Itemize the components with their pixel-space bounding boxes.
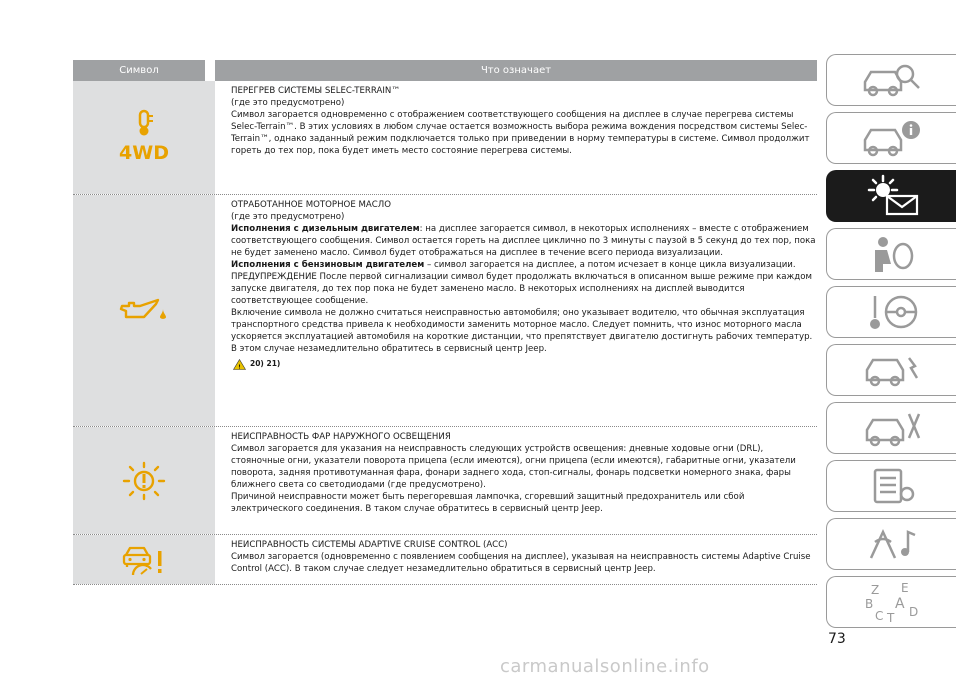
header-symbol: Символ [73, 60, 215, 81]
tab-dashboard-info[interactable] [826, 112, 956, 164]
petrol-paragraph [231, 259, 817, 271]
index-letter-e: E [900, 581, 909, 595]
row-subtitle: (где это предусмотрено) [231, 212, 345, 222]
symbol-cell [73, 81, 215, 194]
diesel-text: : на дисплее загорается символ, в некоторых исполнениях – вместе с отображением соответствующего сообщения. Символ остается гореть на дисплее циклично по 3 минуты с паузой в 5 секунд до тех пор, пока не будет заменено масло. Символ будет отображаться на дисплее в течение всего периода визуализации. [231, 224, 816, 258]
watermark: carmanualsonline.info [500, 656, 710, 677]
table-row [73, 535, 817, 585]
meaning-cell [225, 427, 817, 534]
exterior-light-fault-icon [121, 461, 167, 501]
tab-multimedia[interactable] [826, 518, 956, 570]
row-title: НЕИСПРАВНОСТЬ ФАР НАРУЖНОГО ОСВЕЩЕНИЯ [231, 432, 451, 442]
index-letter-c: C [874, 609, 883, 623]
tab-starting-driving[interactable] [826, 286, 956, 338]
warning-paragraph: ПРЕДУПРЕЖДЕНИЕ После первой сигнализации символ будет продолжать включаться в описанном выше режиме при каждом запуске двигателя, до тех пор пока не будет заменено масло. В некоторых исполнениях на дисплей выводится соответствующее сообщение. [231, 272, 812, 306]
row-title: НЕИСПРАВНОСТЬ СИСТЕМЫ ADAPTIVE CRUISE CONTROL (ACC) [231, 540, 508, 550]
acc-fault-icon [121, 543, 167, 577]
multimedia-icon [857, 524, 927, 564]
petrol-text: – символ загорается на дисплее, а потом исчезает в конце цикла визуализации. [424, 260, 796, 270]
table-row [73, 81, 817, 195]
row-cause: Причиной неисправности может быть перегоревшая лампочка, сгоревший защитный предохранитель или сбой электрического соединения. В таком случае обратитесь в сервисный центр Jeep. [231, 492, 745, 514]
symbol-cell [73, 427, 215, 534]
car-magnifier-icon [857, 60, 927, 100]
index-letter-t: T [886, 611, 894, 624]
tab-knowing-vehicle[interactable] [826, 54, 956, 106]
tab-emergency[interactable] [826, 344, 956, 396]
page-number: 73 [828, 631, 846, 647]
warning-light-message-icon [857, 174, 927, 218]
tab-safety[interactable] [826, 228, 956, 280]
airbag-passenger-icon [857, 234, 927, 274]
alphabetical-index-icon [857, 580, 927, 624]
header-meaning: Что означает [480, 65, 552, 76]
index-letter-b: B [864, 597, 873, 611]
meaning-cell [225, 535, 817, 584]
car-info-icon [857, 118, 927, 158]
tab-technical-data[interactable] [826, 460, 956, 512]
index-letter-d: D [908, 605, 918, 619]
index-letter-z: Z [870, 583, 879, 597]
diesel-paragraph [231, 223, 817, 259]
4wd-temp-icon [109, 107, 179, 169]
car-crash-icon [857, 350, 927, 390]
symbol-cell [73, 535, 215, 584]
car-tools-icon [857, 408, 927, 448]
meaning-cell [225, 195, 817, 426]
symbol-cell [73, 195, 215, 426]
warning-light-table [73, 60, 817, 585]
4wd-label: 4WD [119, 141, 169, 164]
table-header [73, 60, 817, 81]
row-description: Символ загорается одновременно с отображением соответствующего сообщения на дисплее в случае перегрева системы Selec-Terrain™. В этих условиях в любом случае остается возможность выбора режима вождения посредством системы Selec-Terrain™, однако заданный режим подключается только при приведении в норму температуры в системе. Символ продолжит гореть до тех пор, пока будет иметь место состояние перегрева системы. [231, 110, 810, 156]
meaning-cell [225, 81, 817, 194]
diesel-label: Исполнения с дизельным двигателем [231, 224, 420, 234]
row-title: ПЕРЕГРЕВ СИСТЕМЫ SELEC-TERRAIN™ [231, 86, 400, 96]
row-title: ОТРАБОТАННОЕ МОТОРНОЕ МАСЛО [231, 200, 391, 210]
index-letter-a: A [894, 596, 905, 612]
chapter-tabs [826, 54, 956, 634]
table-row [73, 427, 817, 535]
tab-warning-lights[interactable] [826, 170, 956, 222]
tab-index[interactable] [826, 576, 956, 628]
petrol-label: Исполнения с бензиновым двигателем [231, 260, 425, 270]
warning-triangle-icon [233, 359, 246, 370]
warning-reference [233, 358, 817, 370]
svg-text:!: ! [238, 364, 241, 370]
tab-maintenance[interactable] [826, 402, 956, 454]
reference-numbers: 20) 21) [250, 359, 281, 368]
note-paragraph: Включение символа не должно считаться неисправностью автомобиля; оно указывает водителю, что обычная эксплуатация транспортного средства привела к необходимости заменить моторное масло. Следует помнить, что износ моторного масла ускоряется эксплуатацией автомобиля на короткие дистанции, что препятствует двигателю достигнуть рабочих температур. В этом случае незамедлительно обратитесь в сервисный центр Jeep. [231, 308, 813, 354]
row-subtitle: (где это предусмотрено) [231, 98, 345, 108]
technical-data-icon [857, 466, 927, 506]
row-description: Символ загорается (одновременно с появлением сообщения на дисплее), указывая на неисправность системы Adaptive Cruise Control (ACC). В таком случае следует незамедлительно обратиться в сервисный центр Jeep. [231, 552, 811, 574]
steering-key-icon [857, 292, 927, 332]
table-row [73, 195, 817, 427]
oil-can-icon [118, 296, 170, 326]
row-description: Символ загорается для указания на неисправность следующих устройств освещения: дневные ходовые огни (DRL), стояночные огни, указатели поворота прицепа (если имеются), огни прицепа (если имеются), габаритные огни, указатели поворота, задняя противотуманная фара, фонари заднего хода, стоп-сигналы, фонарь подсветки номерного знака, фары ближнего света со светодиодами (где предусмотрено). [231, 444, 796, 490]
